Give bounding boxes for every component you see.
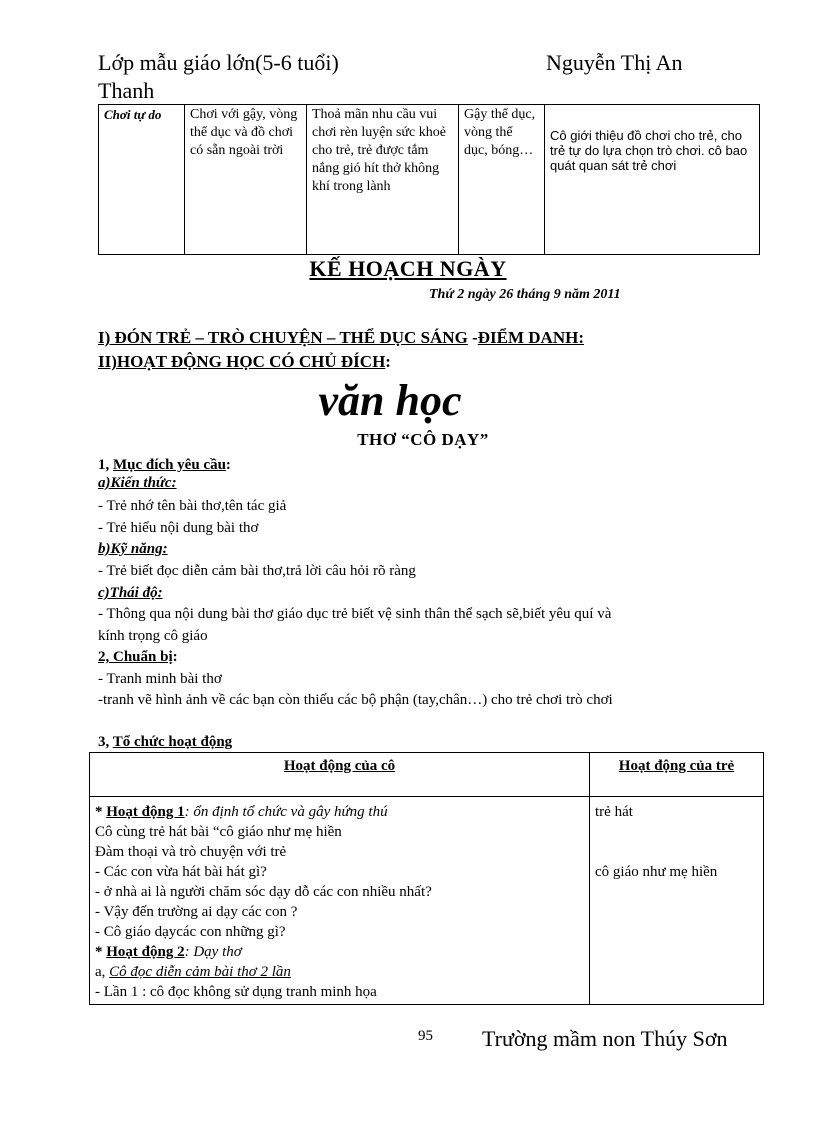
activity-materials-cell: Gậy thể dục, vòng thể dục, bóng…	[459, 105, 545, 255]
organization-heading	[98, 733, 232, 751]
child-line: trẻ hát	[595, 804, 633, 820]
activity-name-cell: Chơi tự do	[99, 105, 185, 255]
teacher-line: - Cô giáo dạycác con những gì?	[95, 924, 286, 940]
table-row	[90, 797, 764, 1005]
organization-number: 3,	[98, 734, 113, 750]
teacher-line: Cô cùng trẻ hát bài “cô giáo như mẹ hiền	[95, 824, 342, 840]
child-activities-cell	[590, 797, 764, 1005]
section-learning-title: II)HOẠT ĐỘNG HỌC CÓ CHỦ ĐÍCH	[98, 352, 386, 371]
recitation-line	[95, 962, 584, 982]
preparation-heading	[98, 648, 178, 666]
teacher-line: - ở nhà ai là người chăm sóc dạy dỗ các con nhiều nhất?	[95, 884, 432, 900]
teacher-line: - Lần 1 : cô đọc không sử dụng tranh minh họa	[95, 984, 377, 1000]
objectives-colon: :	[225, 457, 231, 473]
teacher-name-continued: Thanh	[98, 78, 155, 103]
recitation-prefix: a,	[95, 964, 110, 980]
preparation-colon: :	[172, 649, 178, 665]
teacher-activities-cell	[90, 797, 590, 1005]
school-name: Trường mầm non Thúy Sơn	[482, 1026, 728, 1051]
objectives-heading	[98, 456, 231, 474]
activity-2-description: : Dạy thơ	[184, 944, 242, 960]
objectives-title: Mục đích yêu cầu	[113, 457, 226, 473]
activity-1-label: Hoạt động 1	[106, 804, 185, 820]
activity-2-line: * Hoạt động 2: Dạy thơ	[95, 944, 242, 960]
free-play-table	[98, 104, 760, 255]
section-reception-separator: -	[467, 328, 478, 347]
recitation-text: Cô đọc diễn cảm bài thơ 2 lần	[109, 964, 291, 980]
teacher-column-header: Hoạt động của cô	[90, 753, 590, 797]
section-reception-title: I) ĐÓN TRẺ – TRÒ CHUYỆN – THỂ DỤC SÁNG	[98, 328, 468, 347]
poem-title: THƠ “CÔ DẠY”	[357, 430, 489, 449]
subject-title: văn học	[318, 376, 462, 425]
activity-goal-cell: Thoả mãn nhu cầu vui chơi rèn luyện sức khoẻ cho trẻ, trẻ được tắm nắng gió hít thở không khí trong lành	[307, 105, 459, 255]
attitude-item-continued: kính trọng cô giáo	[98, 628, 208, 644]
objectives-number: 1,	[98, 457, 113, 473]
teacher-line: Đàm thoại và trò chuyện với trẻ	[95, 844, 287, 860]
teacher-line: - Vậy đến trường ai dạy các con ?	[95, 904, 298, 920]
teacher-line: - Các con vừa hát bài hát gì?	[95, 864, 267, 880]
knowledge-item: - Trẻ nhớ tên bài thơ,tên tác giả	[98, 498, 287, 514]
page-number: 95	[418, 1028, 433, 1044]
activity-method-cell: Cô giới thiệu đồ chơi cho trẻ, cho trẻ tự do lựa chọn trò chơi. cô bao quát quan sát trẻ chơi	[545, 105, 760, 255]
knowledge-item: - Trẻ hiểu nội dung bài thơ	[98, 520, 259, 536]
activity-1-description: : ổn định tổ chức và gây hứng thú	[184, 804, 388, 820]
preparation-title: 2, Chuẩn bị	[98, 649, 173, 665]
child-column-header: Hoạt động của trẻ	[590, 753, 764, 797]
section-reception	[98, 328, 584, 348]
teacher-name: Nguyễn Thị An	[546, 50, 683, 75]
section-learning	[98, 352, 391, 372]
knowledge-heading: a)Kiến thức:	[98, 475, 177, 491]
plan-date: Thứ 2 ngày 26 tháng 9 năm 2011	[429, 287, 621, 302]
skills-heading: b)Kỹ năng:	[98, 541, 168, 557]
activity-2-label: Hoạt động 2	[106, 944, 185, 960]
section-learning-colon: :	[385, 352, 391, 371]
activity-table	[89, 752, 764, 1005]
preparation-item: - Tranh minh bài thơ	[98, 671, 222, 687]
activity-1-line: * Hoạt động 1: ổn định tổ chức và gây hứng thú	[95, 804, 388, 820]
section-reception-tail: ĐIỂM DANH:	[477, 328, 584, 347]
skills-item: - Trẻ biết đọc diễn cảm bài thơ,trả lời câu hỏi rõ ràng	[98, 563, 416, 579]
activity-content-cell: Chơi với gậy, vòng thể dục và đồ chơi có sẵn ngoài trời	[185, 105, 307, 255]
organization-title: Tổ chức hoạt động	[112, 734, 233, 750]
class-label: Lớp mẫu giáo lớn(5-6 tuổi)	[98, 50, 339, 75]
plan-title: KẾ HOẠCH NGÀY	[309, 256, 507, 281]
table-row	[99, 105, 760, 255]
child-line: cô giáo như mẹ hiền	[595, 864, 718, 880]
table-header-row	[90, 753, 764, 797]
preparation-item: -tranh vẽ hình ảnh về các bạn còn thiếu các bộ phận (tay,chân…) cho trẻ chơi trò chơi	[98, 692, 613, 708]
attitude-heading: c)Thái độ:	[98, 585, 163, 601]
attitude-item: - Thông qua nội dung bài thơ giáo dục trẻ biết vệ sinh thân thể sạch sẽ,biết yêu quí và	[98, 606, 612, 622]
